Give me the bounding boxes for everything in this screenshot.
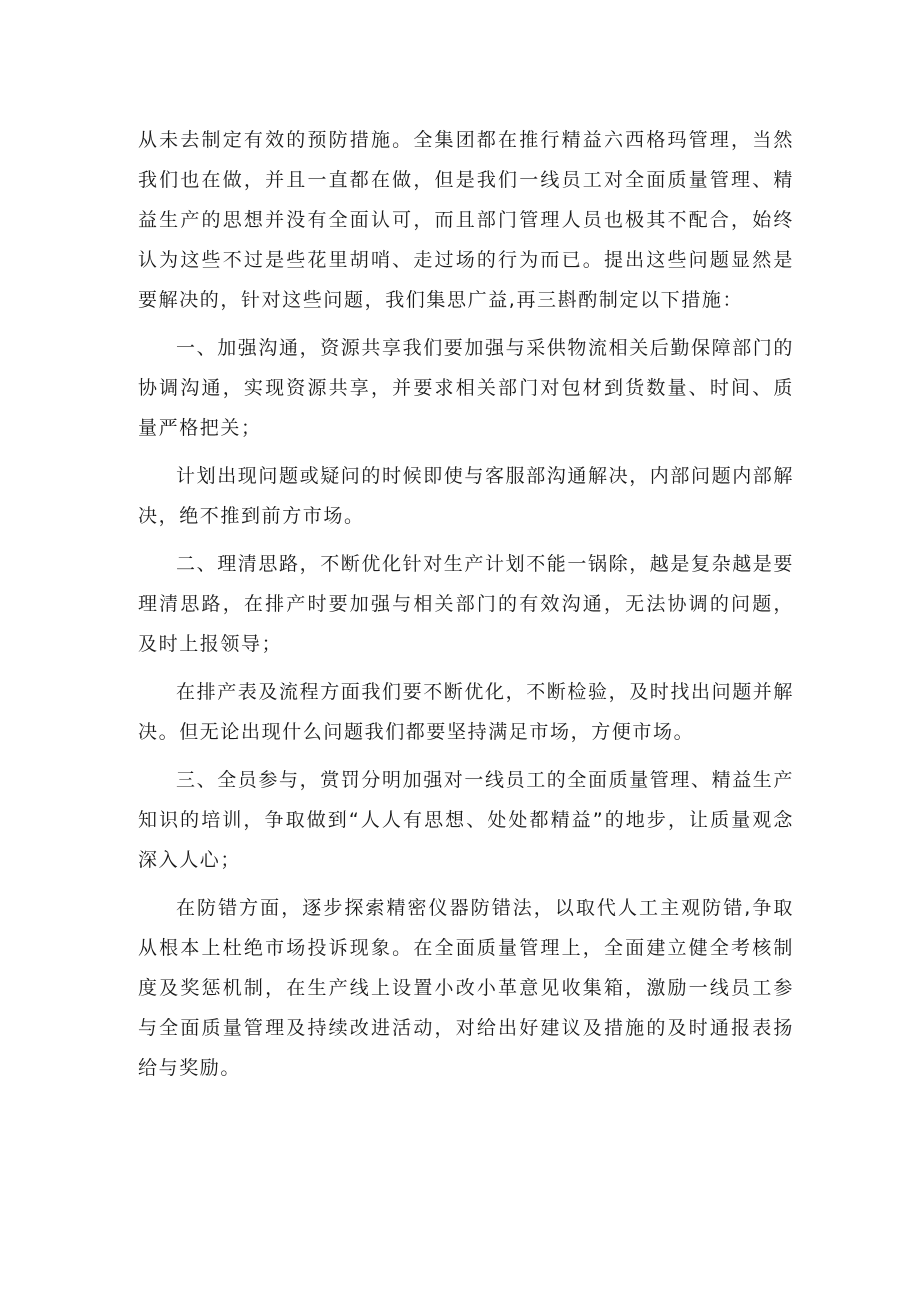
- paragraph-measure-2-detail: 在排产表及流程方面我们要不断优化，不断检验，及时找出问题并解决。但无论出现什么问题我们都要坚持满足市场，方便市场。: [138, 681, 795, 743]
- paragraph-measure-3-detail: 在防错方面，逐步探索精密仪器防错法，以取代人工主观防错,争取从根本上杜绝市场投诉现象。在全面质量管理上，全面建立健全考核制度及奖惩机制，在生产线上设置小改小革意见收集箱，激励一线员工参与全面质量管理及持续改进活动，对给出好建议及措施的及时通报表扬给与奖励。: [138, 897, 794, 1079]
- paragraph-measure-2: 二、理清思路，不断优化针对生产计划不能一锅除，越是复杂越是要理清思路，在排产时要加强与相关部门的有效沟通，无法协调的问题，及时上报领导；: [138, 553, 795, 655]
- paragraph-measure-1: 一、加强沟通，资源共享我们要加强与采供物流相关后勤保障部门的协调沟通，实现资源共享，并要求相关部门对包材到货数量、时间、质量严格把关；: [138, 337, 795, 439]
- document-body: [138, 120, 794, 1096]
- paragraph-measure-1-detail: 计划出现问题或疑问的时候即使与客服部沟通解决，内部问题内部解决，绝不推到前方市场。: [138, 465, 795, 527]
- paragraph-continuation: 从未去制定有效的预防措施。全集团都在推行精益六西格玛管理，当然我们也在做，并且一直都在做，但是我们一线员工对全面质量管理、精益生产的思想并没有全面认可，而且部门管理人员也极其不配合，始终认为这些不过是些花里胡哨、走过场的行为而已。提出这些问题显然是要解决的，针对这些问题，我们集思广益,再三斟酌制定以下措施：: [138, 129, 794, 311]
- paragraph-measure-3: 三、全员参与，赏罚分明加强对一线员工的全面质量管理、精益生产知识的培训，争取做到“人人有思想、处处都精益”的地步，让质量观念深入人心；: [138, 769, 795, 871]
